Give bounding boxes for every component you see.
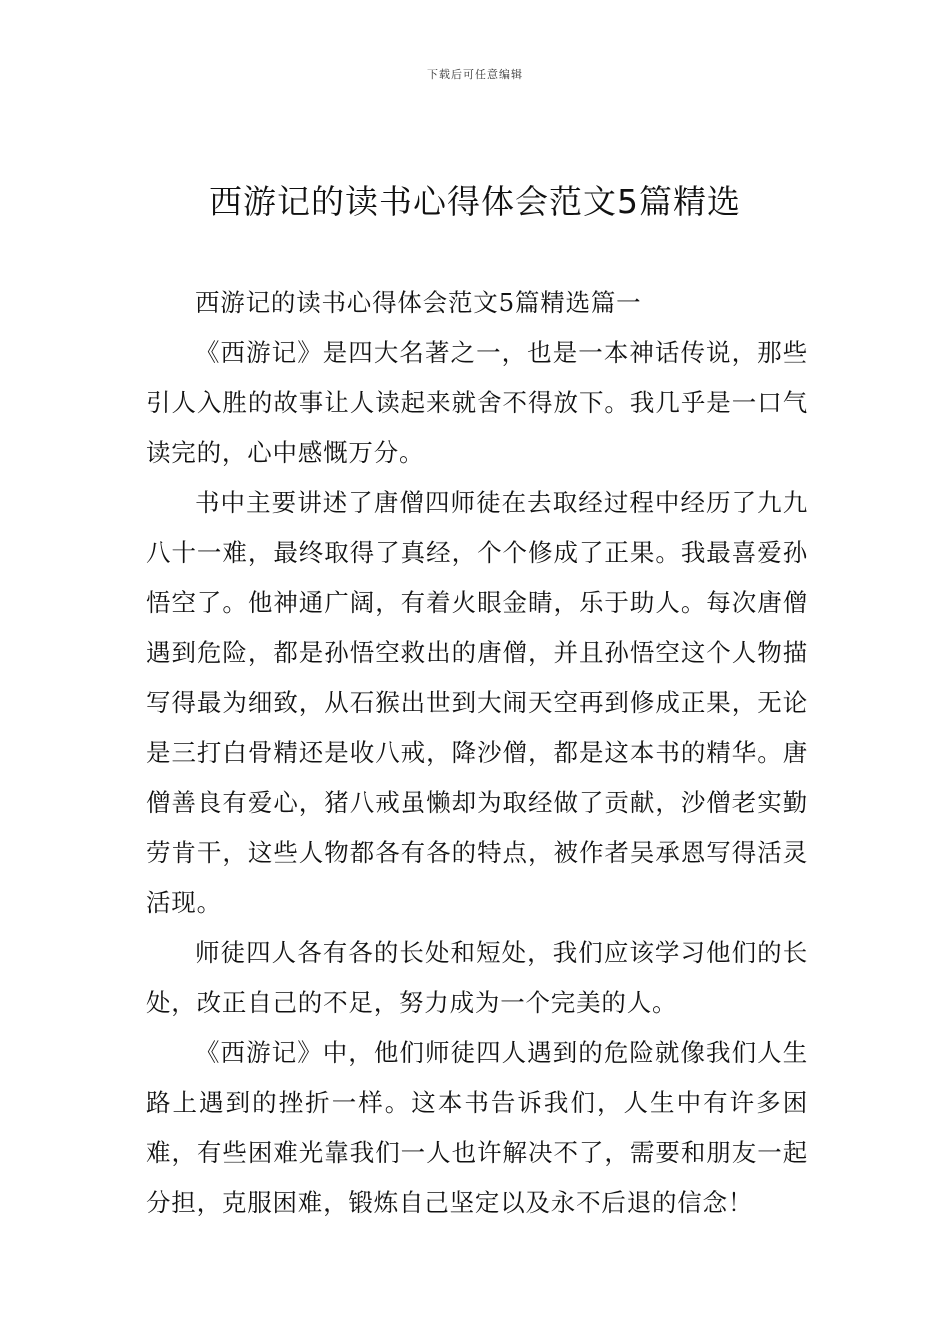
paragraph-3: 师徒四人各有各的长处和短处，我们应该学习他们的长处，改正自己的不足，努力成为一个完美的人。 bbox=[146, 938, 808, 1017]
header-note: 下载后可任意编辑 bbox=[427, 68, 523, 81]
paragraph-1: 《西游记》是四大名著之一，也是一本神话传说，那些引人入胜的故事让人读起来就舍不得放下。我几乎是一口气读完的，心中感慨万分。 bbox=[146, 338, 808, 467]
section-heading: 西游记的读书心得体会范文5篇精选篇一 bbox=[195, 288, 642, 317]
document-title: 西游记的读书心得体会范文5篇精选 bbox=[209, 182, 741, 221]
document-body bbox=[146, 278, 808, 1228]
paragraph-2: 书中主要讲述了唐僧四师徒在去取经过程中经历了九九八十一难，最终取得了真经，个个修成了正果。我最喜爱孙悟空了。他神通广阔，有着火眼金睛，乐于助人。每次唐僧遇到危险，都是孙悟空救出的唐僧，并且孙悟空这个人物描写得最为细致，从石猴出世到大闹天空再到修成正果，无论是三打白骨精还是收八戒，降沙僧，都是这本书的精华。唐僧善良有爱心，猪八戒虽懒却为取经做了贡献，沙僧老实勤劳肯干，这些人物都各有各的特点，被作者吴承恩写得活灵活现。 bbox=[146, 488, 808, 917]
paragraph-4: 《西游记》中，他们师徒四人遇到的危险就像我们人生路上遇到的挫折一样。这本书告诉我们，人生中有许多困难，有些困难光靠我们一人也许解决不了，需要和朋友一起分担，克服困难，锻炼自己坚定以及永不后退的信念！ bbox=[146, 1038, 808, 1217]
